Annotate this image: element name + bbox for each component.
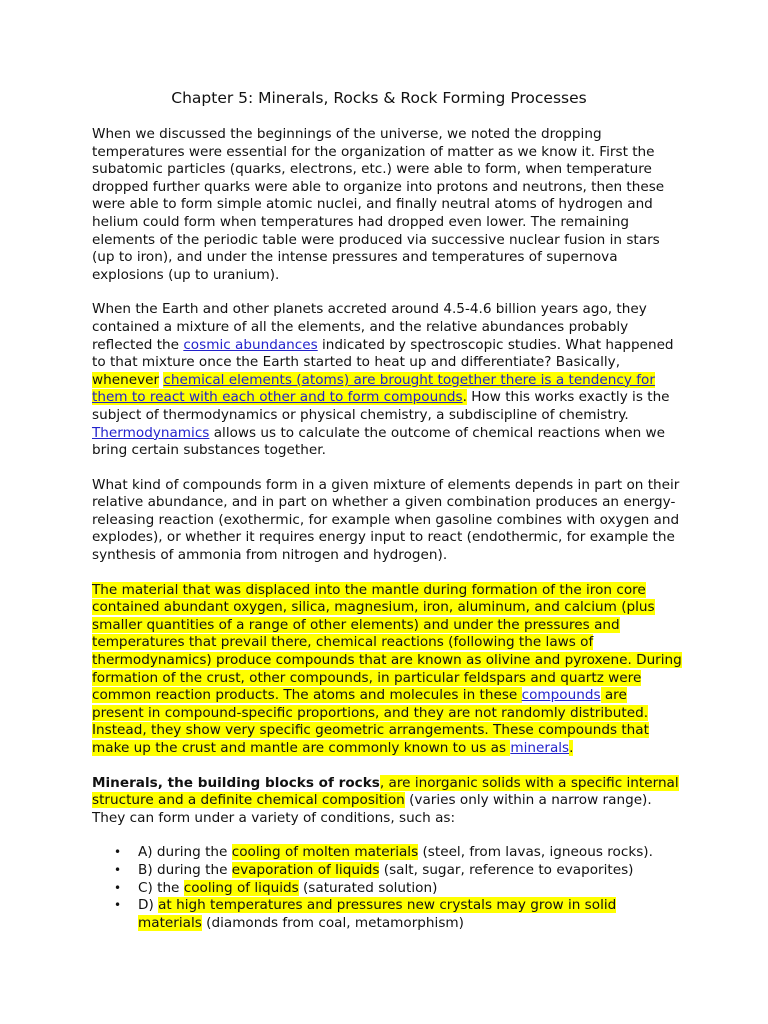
bullet-icon: • [114,898,122,913]
text-segment: When the Earth and other planets accreted around 4.5-4.6 billion years ago, they contained a mixture of all the elements, and the relative abundances probably reflected the [92,301,647,353]
paragraph-minerals-definition [92,775,682,828]
paragraph-intro: When we discussed the beginnings of the universe, we noted the dropping temperatures were essential for the organization of matter as we know it. First the subatomic particles (quarks, electrons, etc.) were able to form, when temperature dropped further quarks were able to organize into protons and neutrons, then these were able to form simple atomic nuclei, and finally neutral atoms of hydrogen and helium could form when temperatures had dropped even lower. The remaining elements of the periodic table were produced via successive nuclear fusion in stars (up to iron), and under the intense pressures and temperatures of supernova explosions (up to uranium). [92,126,665,283]
bullet-icon: • [114,880,122,895]
highlighted-text-segment: cooling of liquids [183,879,299,896]
text-segment: (steel, from lavas, igneous rocks). [418,844,653,861]
page-title: Chapter 5: Minerals, Rocks & Rock Forming Processes [171,89,587,107]
highlight-period: . [462,389,467,406]
list-item [92,862,682,880]
text-segment: B) during the [138,861,232,878]
highlighted-text-segment: are present in compound-specific proportions, and they are not randomly distributed. Instead, they show very specific geometric arrangements. These compounds that make up the crust and mantle are commonly known to us as [92,687,649,756]
text-segment: How this works exactly is the subject of thermodynamics or physical chemistry, a subdiscipline of chemistry. [92,389,670,423]
text-segment: (saturated solution) [298,879,438,896]
list-item [92,844,682,862]
highlighted-text-segment: . [569,740,574,756]
link-chemical-elements[interactable]: chemical elements (atoms) are brought together there is a tendency for them to react with each other and to form compounds [92,371,655,406]
conditions-list [92,844,682,932]
bullet-icon: • [114,862,122,877]
paragraph-compounds: What kind of compounds form in a given mixture of elements depends in part on their relative abundance, and in part on whether a given combination produces an energy-releasing reaction (exothermic, for example when gasoline combines with oxygen and explodes), or whether it requires energy input to react (endothermic, for example the synthesis of ammonia from nitrogen and hydrogen). [92,476,680,564]
link-minerals[interactable]: minerals [510,740,570,756]
bold-term-minerals: Minerals, the building blocks of rocks [92,774,380,791]
document-page [92,88,682,932]
highlighted-text-segment: at high temperatures and pressures new crystals may grow in solid materials [138,897,617,931]
text-segment: D) [138,897,159,914]
highlighted-text-segment: , are inorganic solids with a specific internal structure and a definite chemical composition [92,774,679,809]
highlighted-text-segment: cooling of molten materials [231,844,419,861]
text-segment: (diamonds from coal, metamorphism) [201,914,464,931]
list-item [92,880,682,898]
text-segment: A) during the [138,844,232,861]
list-item [92,897,682,932]
highlight-whenever: whenever [92,371,160,388]
link-cosmic-abundances[interactable]: cosmic abundances [183,336,318,353]
text-segment: indicated by spectroscopic studies. What happened to that mixture once the Earth started to heat up and differentiate? Basically, [92,336,674,371]
text-segment: C) the [138,879,184,896]
highlighted-text-segment: evaporation of liquids [231,861,380,878]
link-thermodynamics[interactable]: Thermodynamics [92,424,210,441]
highlighted-text-segment: The material that was displaced into the mantle during formation of the iron core contained abundant oxygen, silica, magnesium, iron, aluminum, and calcium (plus smaller quantities of a range of other elements) and under the pressures and temperatures that prevail there, chemical reactions (following the laws of thermodynamics) produce compounds that are known as olivine and pyroxene. During formation of the crust, other compounds, in particular feldspars and quartz were common reaction products. The atoms and molecules in these [92,581,682,704]
text-segment: (varies only within a narrow range). They can form under a variety of conditions, such as: [92,792,652,826]
paragraph-mantle-material [92,582,682,758]
bullet-icon: • [114,845,122,860]
text-segment: (salt, sugar, reference to evaporites) [379,861,634,878]
link-compounds[interactable]: compounds [521,687,601,704]
text-segment: allows us to calculate the outcome of chemical reactions when we bring certain substances together. [92,424,666,459]
paragraph-earth-accretion [92,301,682,459]
